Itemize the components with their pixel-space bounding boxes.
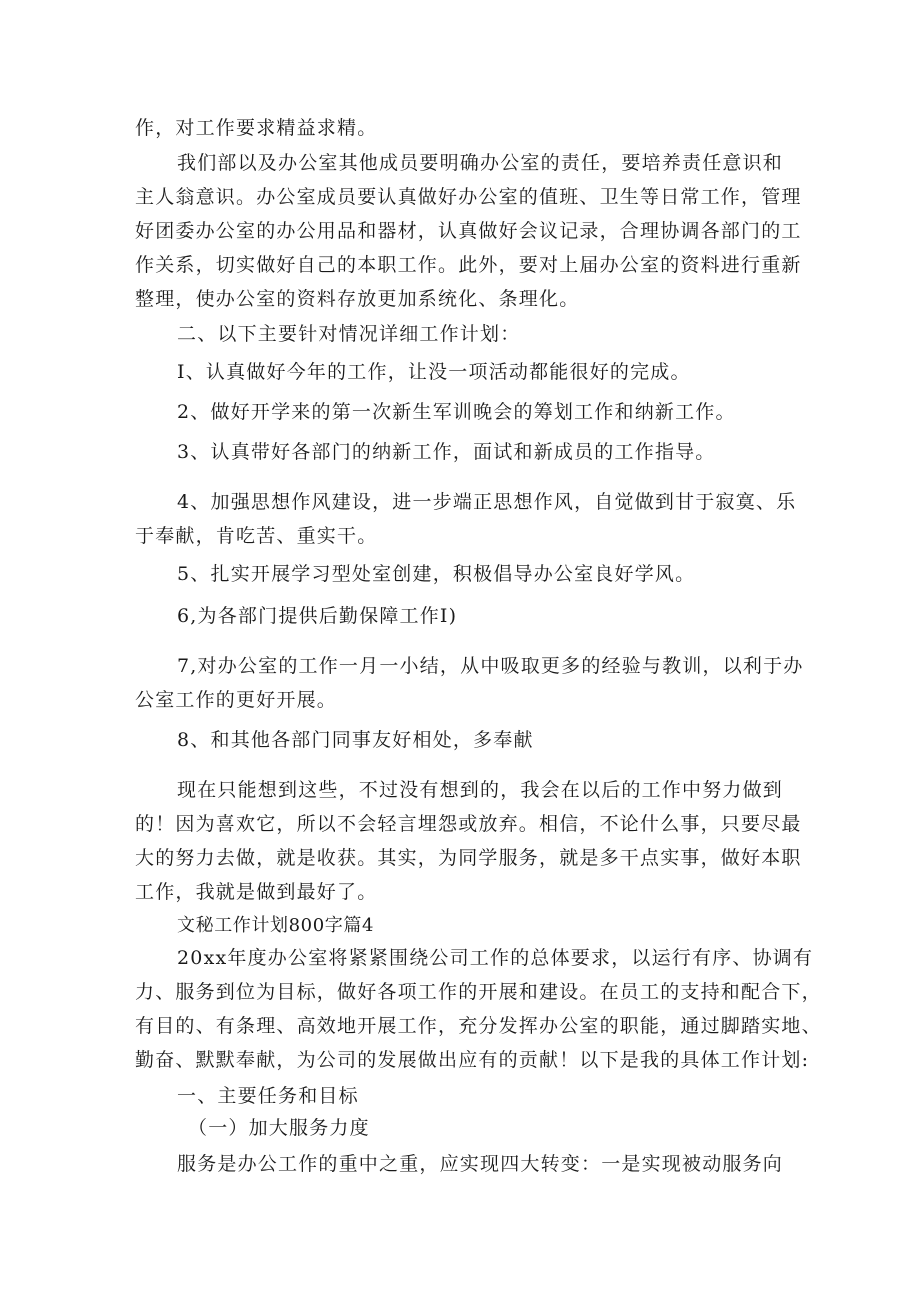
text-line-13: 5、扎实开展学习型处室创建，积极倡导办公室良好学风。	[177, 563, 696, 585]
text-line-9: 2、做好开学来的第一次新生军训晚会的筹划工作和纳新工作。	[177, 401, 736, 423]
text-line-2: 我们部以及办公室其他成员要明确办公室的责任，要培养责任意识和	[177, 152, 784, 174]
text-line-19: 的！因为喜欢它，所以不会轻言埋怨或放弃。相信，不论什么事，只要尽最	[135, 813, 802, 835]
text-line-24: 力、服务到位为目标，做好各项工作的开展和建设。在员工的支持和配合下，	[135, 981, 822, 1003]
text-line-16: 公室工作的更好开展。	[135, 689, 338, 711]
text-line-18: 现在只能想到这些，不过没有想到的，我会在以后的工作中努力做到	[177, 779, 784, 801]
subheading-main-tasks: 一、主要任务和目标	[177, 1085, 359, 1107]
text-line-6: 整理，使办公室的资料存放更加系统化、条理化。	[135, 288, 580, 310]
text-line-23: 20xx年度办公室将紧紧围绕公司工作的总体要求，以运行有序、协调有	[177, 947, 814, 969]
text-line-29: 服务是办公工作的重中之重，应实现四大转变：一是实现被动服务向	[177, 1153, 784, 1175]
text-line-20: 大的努力去做，就是收获。其实，为同学服务，就是多干点实事，做好本职	[135, 847, 802, 869]
text-line-8: I、认真做好今年的工作，让没一项活动都能很好的完成。	[177, 361, 691, 383]
text-line-3: 主人翁意识。办公室成员要认真做好办公室的值班、卫生等日常工作，管理	[135, 186, 802, 208]
text-line-7: 二、以下主要针对情况详细工作计划：	[177, 323, 521, 345]
text-line-15: 7,对办公室的工作一月一小结，从中吸取更多的经验与教训，以利于办	[177, 655, 804, 677]
text-line-5: 作关系，切实做好自己的本职工作。此外，要对上届办公室的资料进行重新	[135, 254, 802, 276]
text-line-17: 8、和其他各部门同事友好相处，多奉献	[177, 729, 534, 751]
text-line-10: 3、认真带好各部门的纳新工作，面试和新成员的工作指导。	[177, 441, 716, 463]
text-line-14: 6,为各部门提供后勤保障工作I)	[177, 605, 458, 627]
text-line-11: 4、加强思想作风建设，进一步端正思想作风，自觉做到甘于寂寞、乐	[177, 491, 797, 513]
text-line-21: 工作，我就是做到最好了。	[135, 881, 378, 903]
text-line-1: 作，对工作要求精益求精。	[135, 117, 378, 139]
text-line-12: 于奉献，肯吃苦、重实干。	[135, 525, 378, 547]
subheading-service: （一）加大服务力度	[188, 1117, 370, 1139]
text-line-25: 有目的、有条理、高效地开展工作，充分发挥办公室的职能，通过脚踏实地、	[135, 1015, 822, 1037]
text-line-26: 勤奋、默默奉献，为公司的发展做出应有的贡献！以下是我的具体工作计划:	[135, 1049, 810, 1071]
section-heading: 文秘工作计划800字篇4	[177, 915, 375, 936]
text-line-4: 好团委办公室的办公用品和器材，认真做好会议记录，合理协调各部门的工	[135, 220, 802, 242]
